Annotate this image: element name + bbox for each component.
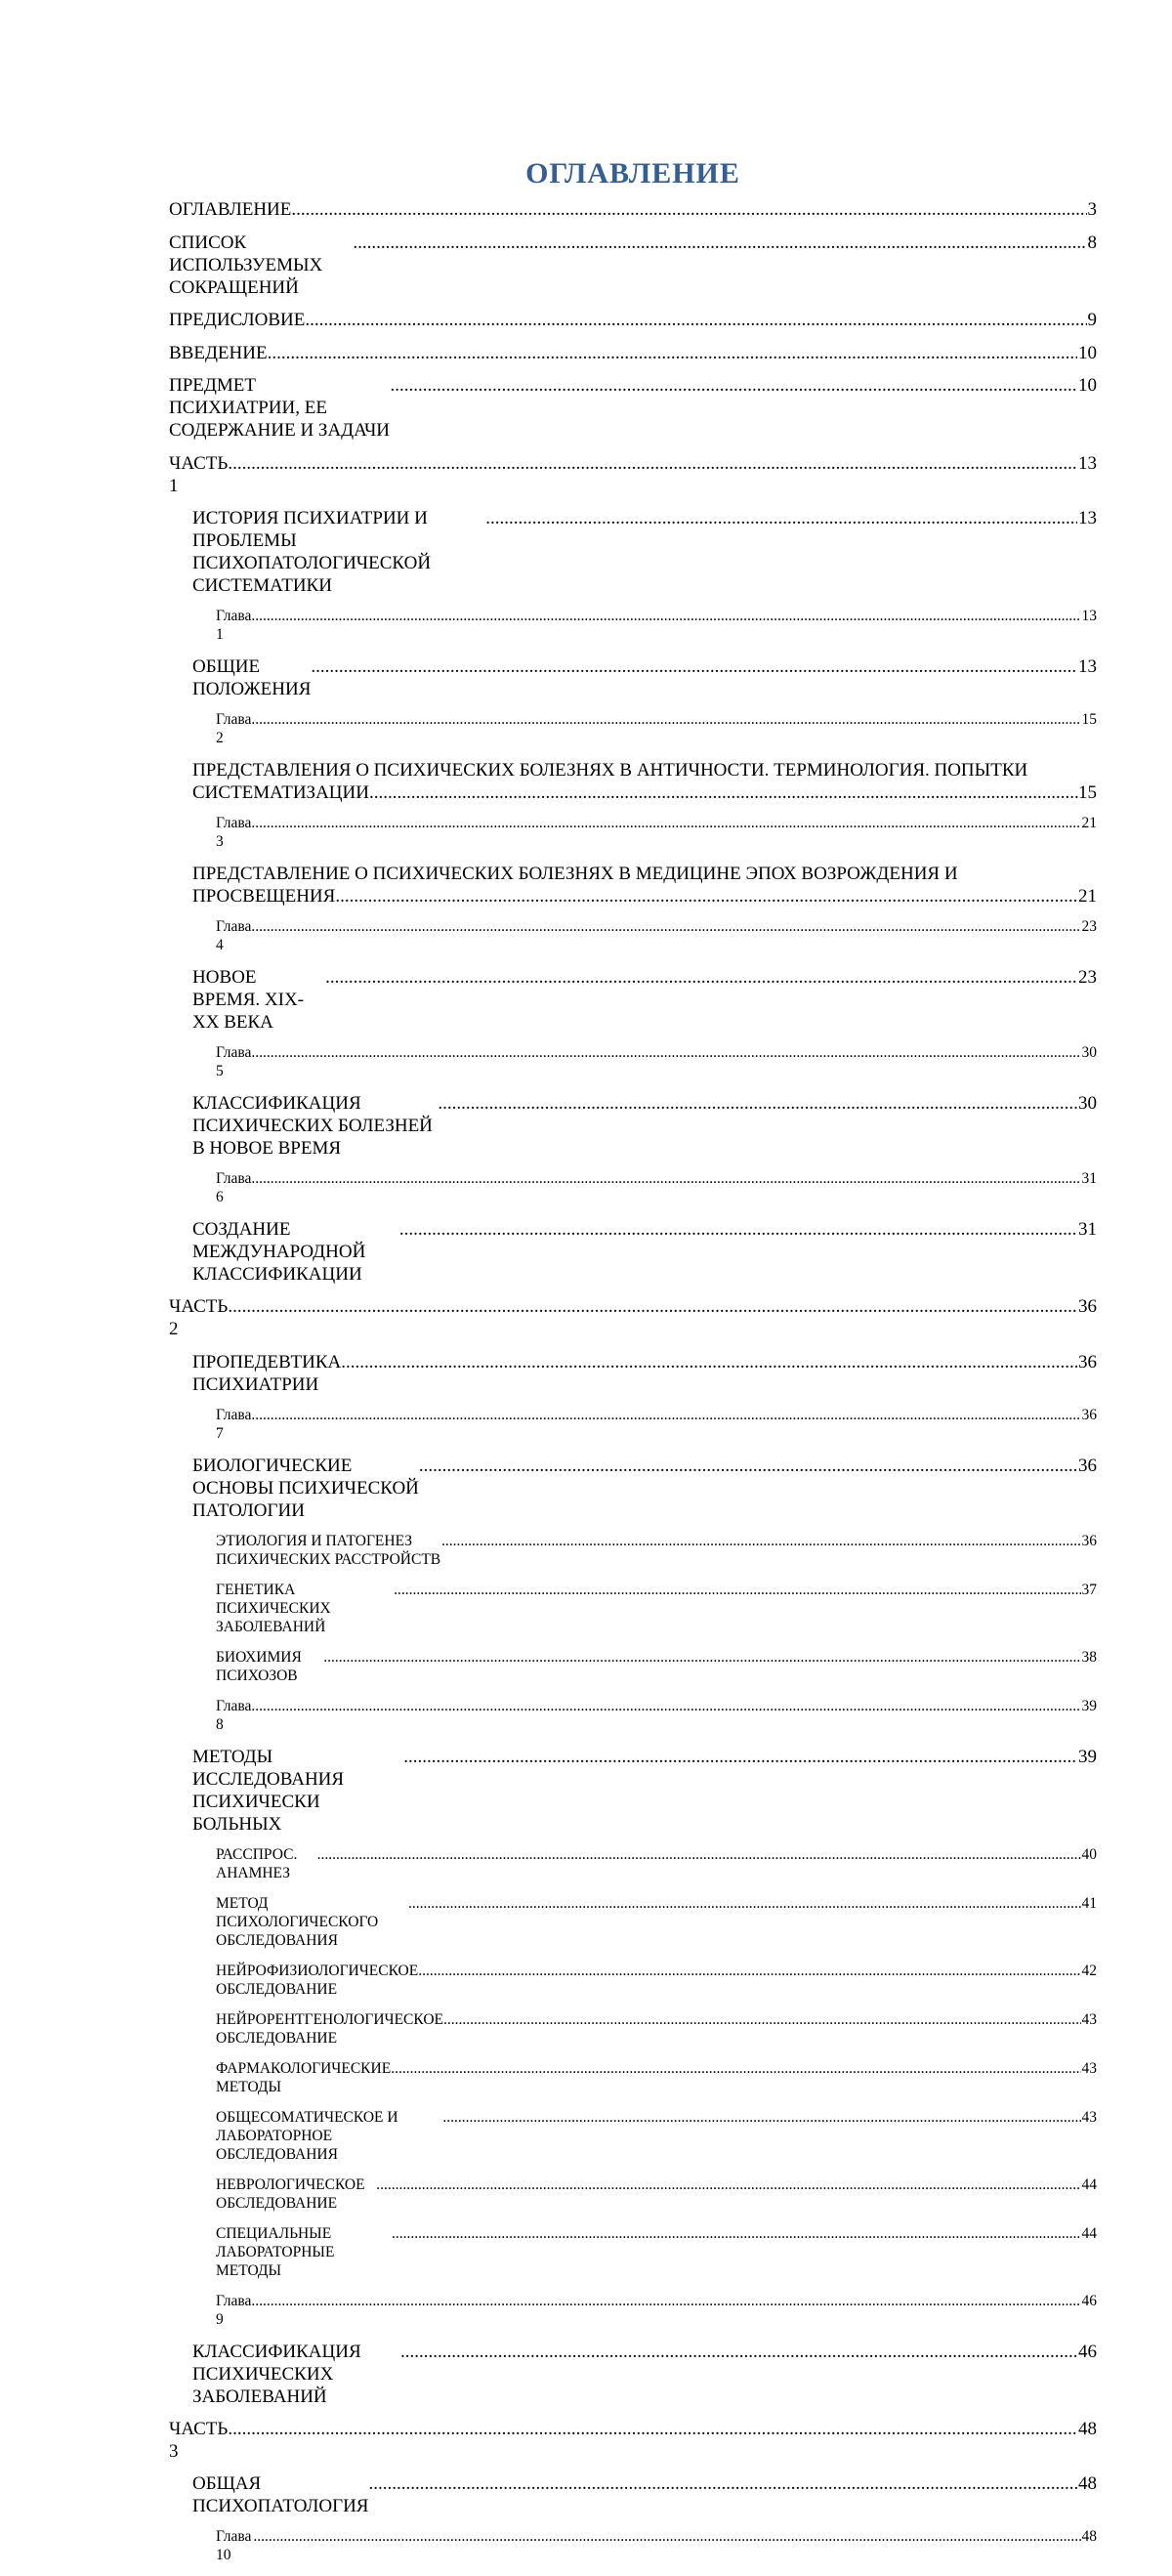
toc-page-number: 44: [1081, 2175, 1097, 2193]
dot-leader: [442, 2108, 1080, 2127]
dot-leader: [400, 2341, 1077, 2363]
toc-entry[interactable]: [169, 1406, 1097, 1443]
dot-leader: [438, 1092, 1077, 1115]
dot-leader: [251, 607, 1080, 625]
toc-entry-text: ПРОПЕДЕВТИКА ПСИХИАТРИИ: [192, 1351, 342, 1395]
toc-page-number: 15: [1078, 782, 1097, 803]
dot-leader: [228, 452, 1077, 475]
dot-leader: [485, 507, 1077, 529]
dot-leader: [441, 1532, 1080, 1550]
toc-entry-text: Глава 7: [216, 1406, 252, 1442]
toc-entry[interactable]: [169, 342, 1097, 364]
toc-entry[interactable]: [169, 1532, 1097, 1569]
dot-leader: [251, 2292, 1080, 2310]
toc-list: [169, 198, 1097, 2564]
dot-leader: [443, 2010, 1080, 2029]
toc-entry-text: ГЕНЕТИКА ПСИХИЧЕСКИХ ЗАБОЛЕВАНИЙ: [216, 1581, 331, 1635]
toc-entry[interactable]: [169, 1581, 1097, 1636]
toc-page-number: 46: [1081, 2292, 1097, 2309]
toc-entry-text: Глава 4: [216, 918, 252, 953]
dot-leader: [305, 309, 1086, 331]
toc-title: ОГЛАВЛЕНИЕ: [525, 157, 740, 190]
toc-page-number: 39: [1078, 1746, 1097, 1767]
toc-entry-text: ИСТОРИЯ ПСИХИАТРИИ И ПРОБЛЕМЫ ПСИХОПАТОЛОГИЧЕСКОЙ СИСТЕМАТИКИ: [192, 508, 432, 596]
dot-leader: [376, 2175, 1080, 2194]
toc-page-number: 44: [1081, 2224, 1097, 2242]
toc-entry-text: КЛАССИФИКАЦИЯ ПСИХИЧЕСКИХ ЗАБОЛЕВАНИЙ: [192, 2341, 361, 2407]
toc-entry-text: Глава 1: [216, 608, 252, 643]
toc-entry-text: СПЕЦИАЛЬНЫЕ ЛАБОРАТОРНЫЕ МЕТОДЫ: [216, 2224, 335, 2279]
toc-entry[interactable]: [169, 1455, 1097, 1522]
toc-page-number: 23: [1081, 918, 1097, 935]
toc-entry-text: ВВЕДЕНИЕ: [169, 342, 268, 363]
toc-entry-text: НЕЙРОФИЗИОЛОГИЧЕСКОЕ ОБСЛЕДОВАНИЕ: [216, 1962, 419, 1998]
toc-entry[interactable]: [169, 1845, 1097, 1882]
toc-entry-text: ПРЕДСТАВЛЕНИЯ О ПСИХИЧЕСКИХ БОЛЕЗНЯХ В АНТИЧНОСТИ. ТЕРМИНОЛОГИЯ. ПОПЫТКИ: [192, 760, 1028, 781]
toc-page-number: 36: [1081, 1406, 1097, 1423]
toc-page-number: 36: [1081, 1532, 1097, 1549]
toc-entry-text: Глава 5: [216, 1044, 252, 1079]
toc-entry[interactable]: [169, 2175, 1097, 2213]
dot-leader: [419, 1455, 1077, 1477]
toc-entry-text: ОБЩИЕ ПОЛОЖЕНИЯ: [192, 656, 312, 699]
toc-entry[interactable]: [169, 1351, 1097, 1396]
dot-leader: [323, 1648, 1080, 1667]
toc-entry[interactable]: [169, 309, 1097, 331]
toc-entry-text: РАССПРОС. АНАМНЕЗ: [216, 1845, 298, 1881]
dot-leader: [253, 2527, 1080, 2546]
toc-entry[interactable]: [169, 1218, 1097, 1286]
toc-entry[interactable]: [169, 2418, 1097, 2463]
toc-entry[interactable]: [169, 452, 1097, 497]
toc-page-number: 48: [1081, 2528, 1097, 2545]
dot-leader: [325, 966, 1077, 989]
toc-entry[interactable]: [169, 1746, 1097, 1836]
dot-leader: [251, 1043, 1080, 1062]
toc-entry-text: ОБЩАЯ ПСИХОПАТОЛОГИЯ: [192, 2473, 369, 2516]
toc-entry-text: Глава 2: [216, 711, 252, 746]
toc-page-number: 21: [1078, 886, 1097, 907]
toc-page-number: 43: [1081, 2010, 1097, 2028]
dot-leader: [369, 781, 1078, 804]
toc-entry-text: ПРЕДСТАВЛЕНИЕ О ПСИХИЧЕСКИХ БОЛЕЗНЯХ В МЕДИЦИНЕ ЭПОХ ВОЗРОЖДЕНИЯ И: [192, 864, 958, 884]
dot-leader: [311, 655, 1077, 678]
dot-leader: [403, 1746, 1077, 1768]
toc-entry[interactable]: [169, 1043, 1097, 1080]
toc-page-number: 13: [1081, 608, 1097, 624]
toc-entry-text: ЧАСТЬ 3: [169, 2418, 229, 2462]
dot-leader: [394, 1581, 1080, 1599]
toc-entry-text: МЕТОД ПСИХОЛОГИЧЕСКОГО ОБСЛЕДОВАНИЯ: [216, 1894, 379, 1949]
toc-entry[interactable]: [169, 1169, 1097, 1206]
toc-entry[interactable]: [169, 1648, 1097, 1685]
toc-entry[interactable]: [169, 232, 1097, 299]
toc-entry[interactable]: [169, 1894, 1097, 1950]
dot-leader: [391, 2059, 1080, 2078]
toc-entry-text: Глава 9: [216, 2292, 252, 2328]
toc-entry[interactable]: [169, 2527, 1097, 2564]
dot-leader: [335, 885, 1078, 908]
toc-entry-text: СОЗДАНИЕ МЕЖДУНАРОДНОЙ КЛАССИФИКАЦИИ: [192, 1219, 366, 1285]
dot-leader: [341, 1351, 1077, 1373]
toc-entry-text: БИОЛОГИЧЕСКИЕ ОСНОВЫ ПСИХИЧЕСКОЙ ПАТОЛОГИИ: [192, 1455, 419, 1521]
toc-page-number: 13: [1078, 656, 1097, 677]
toc-page-number: 38: [1081, 1648, 1097, 1666]
toc-entry[interactable]: [169, 2472, 1097, 2517]
toc-entry-text: НЕЙРОРЕНТГЕНОЛОГИЧЕСКОЕ ОБСЛЕДОВАНИЕ: [216, 2010, 444, 2047]
toc-entry[interactable]: [169, 966, 1097, 1034]
toc-entry-text: Глава 3: [216, 815, 252, 850]
toc-entry[interactable]: [169, 2292, 1097, 2329]
dot-leader: [251, 917, 1080, 936]
toc-entry-text: НОВОЕ ВРЕМЯ. XIX-XX ВЕКА: [192, 967, 305, 1033]
toc-entry-text: ПРОСВЕЩЕНИЯ: [192, 886, 336, 907]
toc-page-number: 36: [1078, 1296, 1097, 1317]
toc-page-number: 43: [1081, 2059, 1097, 2077]
dot-leader: [228, 2418, 1077, 2440]
toc-page-number: 13: [1078, 452, 1097, 474]
toc-entry-text: КЛАССИФИКАЦИЯ ПСИХИЧЕСКИХ БОЛЕЗНЕЙ В НОВОЕ ВРЕМЯ: [192, 1093, 433, 1159]
toc-entry-text: МЕТОДЫ ИССЛЕДОВАНИЯ ПСИХИЧЕСКИ БОЛЬНЫХ: [192, 1746, 345, 1835]
dot-leader: [251, 710, 1080, 729]
toc-entry-text: ОБЩЕСОМАТИЧЕСКОЕ И ЛАБОРАТОРНОЕ ОБСЛЕДОВАНИЯ: [216, 2108, 398, 2163]
toc-page-number: 40: [1081, 1845, 1097, 1863]
toc-page-number: 48: [1078, 2418, 1097, 2439]
dot-leader: [268, 342, 1077, 364]
toc-entry[interactable]: [169, 2341, 1097, 2408]
dot-leader: [251, 814, 1080, 832]
toc-page-number: 36: [1078, 1351, 1097, 1372]
toc-entry[interactable]: [169, 1092, 1097, 1160]
toc-page-number: 23: [1078, 967, 1097, 988]
toc-page-number: 31: [1081, 1170, 1097, 1187]
toc-entry-text: ЧАСТЬ 2: [169, 1296, 229, 1339]
toc-page-number: 48: [1078, 2473, 1097, 2494]
document-page: [169, 156, 1097, 2576]
toc-page-number: 15: [1081, 711, 1097, 728]
toc-page-number: 10: [1078, 342, 1097, 363]
toc-entry-text: НЕВРОЛОГИЧЕСКОЕ ОБСЛЕДОВАНИЕ: [216, 2175, 365, 2212]
toc-entry-text: ФАРМАКОЛОГИЧЕСКИЕ МЕТОДЫ: [216, 2059, 392, 2095]
toc-page-number: 31: [1078, 1219, 1097, 1240]
toc-entry[interactable]: [169, 607, 1097, 644]
toc-entry[interactable]: [169, 655, 1097, 700]
toc-entry-text: ОГЛАВЛЕНИЕ: [169, 199, 292, 220]
toc-entry-text: Глава 10: [216, 2528, 252, 2563]
dot-leader: [228, 1295, 1077, 1318]
toc-entry-text: ПРЕДИСЛОВИЕ: [169, 310, 306, 330]
toc-entry[interactable]: [169, 917, 1097, 954]
dot-leader: [368, 2472, 1077, 2495]
toc-page-number: 21: [1081, 815, 1097, 831]
toc-entry[interactable]: [169, 1962, 1097, 1999]
toc-entry[interactable]: [169, 2010, 1097, 2048]
toc-entry[interactable]: [169, 1697, 1097, 1734]
toc-entry[interactable]: [169, 710, 1097, 747]
dot-leader: [251, 1169, 1080, 1188]
toc-page-number: 30: [1081, 1044, 1097, 1061]
dot-leader: [392, 2224, 1081, 2243]
toc-entry-text: Глава 6: [216, 1170, 252, 1205]
toc-page-number: 43: [1081, 2108, 1097, 2126]
toc-entry[interactable]: [169, 374, 1097, 442]
toc-page-number: 42: [1081, 1962, 1097, 1979]
toc-entry[interactable]: [169, 814, 1097, 851]
toc-entry-text: СПИСОК ИСПОЛЬЗУЕМЫХ СОКРАЩЕНИЙ: [169, 232, 323, 298]
dot-leader: [353, 232, 1086, 254]
toc-entry-text: СИСТЕМАТИЗАЦИИ: [192, 782, 369, 803]
toc-entry[interactable]: [169, 759, 1097, 804]
toc-page-number: 46: [1078, 2341, 1097, 2362]
dot-leader: [317, 1845, 1081, 1864]
dot-leader: [408, 1894, 1081, 1913]
toc-entry[interactable]: [169, 198, 1097, 221]
toc-entry[interactable]: [169, 863, 1097, 908]
toc-entry-text: Глава 8: [216, 1697, 252, 1733]
toc-page-number: 10: [1078, 375, 1097, 396]
toc-page-number: 3: [1087, 199, 1097, 220]
dot-leader: [291, 198, 1086, 221]
toc-page-number: 30: [1078, 1093, 1097, 1114]
dot-leader: [418, 1962, 1080, 1980]
toc-entry-text: ЧАСТЬ 1: [169, 452, 229, 496]
toc-entry[interactable]: [169, 507, 1097, 597]
toc-page-number: 36: [1078, 1455, 1097, 1476]
toc-page-number: 9: [1087, 310, 1097, 330]
toc-entry[interactable]: [169, 2108, 1097, 2164]
dot-leader: [391, 374, 1077, 397]
toc-entry-text: ПРЕДМЕТ ПСИХИАТРИИ, ЕЕ СОДЕРЖАНИЕ И ЗАДАЧИ: [169, 375, 391, 441]
toc-page-number: 39: [1081, 1697, 1097, 1714]
toc-page-number: 13: [1078, 508, 1097, 528]
toc-entry[interactable]: [169, 2224, 1097, 2280]
dot-leader: [399, 1218, 1077, 1241]
dot-leader: [251, 1697, 1080, 1715]
toc-entry-text: БИОХИМИЯ ПСИХОЗОВ: [216, 1648, 302, 1684]
toc-entry[interactable]: [169, 1295, 1097, 1340]
dot-leader: [251, 1406, 1080, 1424]
toc-page-number: 37: [1081, 1581, 1097, 1598]
toc-page-number: 41: [1081, 1894, 1097, 1912]
toc-entry[interactable]: [169, 2059, 1097, 2096]
toc-page-number: 8: [1087, 232, 1097, 253]
toc-entry-text: ЭТИОЛОГИЯ И ПАТОГЕНЕЗ ПСИХИЧЕСКИХ РАССТРОЙСТВ: [216, 1532, 441, 1568]
